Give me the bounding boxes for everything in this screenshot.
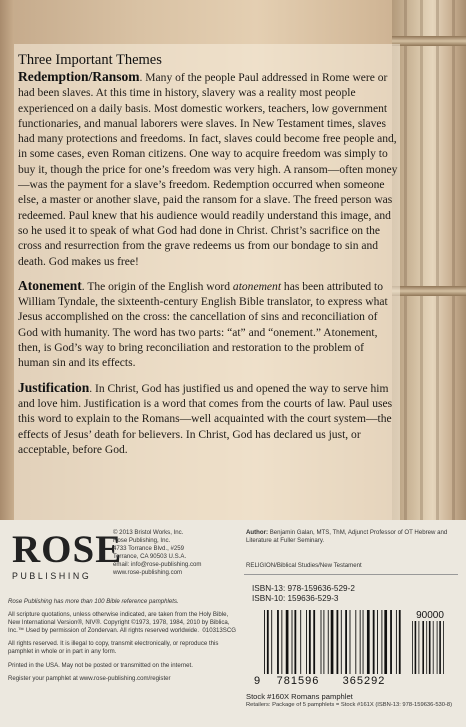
barcode-bar (294, 610, 296, 674)
tagline: Rose Publishing has more than 100 Bible reference pamphlets. (8, 598, 179, 605)
barcode-bar (360, 610, 361, 674)
divider (244, 574, 458, 575)
barcode-bar (321, 610, 322, 674)
barcode-bar (313, 610, 315, 674)
barcode-bar (337, 610, 339, 674)
barcode-bar (271, 610, 272, 674)
barcode-bar (292, 610, 293, 674)
justification-text: . In Christ, God has justified us and opened the way to serve him and love him. Justification is a word that comes from the courts of law. Paul uses this word to explain to the Romans—well acquainted with the court system—the effects of Jesus’ death for believers. In Christ, God has declared us just, or acceptable, before God. (18, 382, 393, 456)
atonement-text-a: . The origin of the English word (81, 280, 233, 293)
barcode-addon-bar (443, 621, 444, 674)
barcode-bar (345, 610, 347, 674)
barcode-bar (328, 610, 329, 674)
section-heading: Three Important Themes (18, 52, 162, 68)
pillar-flute (420, 0, 423, 520)
paragraph-atonement (18, 278, 398, 372)
barcode-bar (281, 610, 282, 674)
barcode-icon (252, 610, 452, 686)
barcode-addon-bar (429, 621, 431, 674)
isbn-10: ISBN-10: 159636-529-3 (252, 594, 339, 604)
website-link[interactable]: www.rose-publishing.com (113, 569, 183, 577)
author-text: Benjamin Galan, MTS, ThM, Adjunct Professor of OT Hebrew and Literature at Fuller Seminary. (246, 529, 448, 545)
pillar-band (392, 286, 466, 296)
barcode-group-2: 365292 (342, 675, 386, 686)
legal-notes (8, 598, 236, 688)
barcode-bar (381, 610, 382, 674)
barcode-addon-bar (419, 621, 420, 674)
copyright-line: © 2013 Bristol Works, Inc. (113, 529, 184, 536)
pillar-band (392, 36, 466, 46)
retail-note: Retailers: Package of 5 pamphlets = Stock #161X (ISBN-13: 978-159636-530-8) (246, 702, 453, 708)
subject-category: RELIGION/Biblical Studies/New Testament (246, 562, 362, 569)
barcode-bar (277, 610, 279, 674)
column-pillar (392, 0, 466, 520)
printed-notice: Printed in the USA. May not be posted or transmitted on the internet. (8, 661, 193, 669)
pillar-flute (452, 0, 455, 520)
stone-wall-left (0, 0, 14, 520)
email-link[interactable]: email: info@rose-publishing.com (113, 561, 202, 569)
themes-section (18, 52, 398, 466)
redemption-text: . Many of the people Paul addressed in Rome were or had been slaves. At this time in history, slavery was a reality most people experienced on a daily basis. Most domestic workers, teachers, low government functionaries, and manual laborers were slaves. In New Testament times, slaves had many protections and freedoms. In fact, slaves could become free people and, in some cases, even Roman citizens. One way to acquire freedom was simply to buy it, though the price for one’s freedom was very high. A ransom—often money—was the payment for a slave’s freedom. Redemption occurred when someone else, a master or another slave, paid the ransom for a slave. The freed person was redeemed. Paul knew that his audience would readily understand this image, and so he used it to speak of what God had done in Christ. Christ’s sacrifice on the cross and resurrection from the grave redeems us from our bondage to sin and death. God makes us free! (18, 72, 398, 268)
company-name: Rose Publishing, Inc. (113, 537, 171, 545)
back-cover-info (0, 520, 466, 727)
paragraph-justification (18, 380, 398, 458)
barcode-addon-bar (437, 621, 438, 674)
pillar-flute (436, 0, 439, 520)
barcode-addon-number: 90000 (416, 610, 444, 621)
isbn-13: ISBN-13: 978-159636-529-2 (252, 584, 355, 593)
publisher-address (113, 529, 233, 578)
barcode-group-1: 781596 (276, 675, 320, 686)
term-justification: Justification (18, 379, 90, 395)
barcode-addon-bar (439, 621, 441, 674)
barcode-bar (377, 610, 378, 674)
barcode-main-bars (264, 610, 401, 674)
barcode-bar (323, 610, 324, 674)
author-credit (246, 529, 458, 545)
barcode-bar (331, 610, 334, 674)
city-line: Torrance, CA 90503 U.S.A. (113, 553, 187, 561)
barcode-bar (306, 610, 307, 674)
rights-notice: All rights reserved. It is illegal to copy, transmit electronically, or reproduce this pamphlet in whole or in part in any form. (8, 640, 219, 656)
barcode-bar (286, 610, 289, 674)
barcode-bar (399, 610, 401, 674)
publisher-logo (12, 528, 123, 592)
barcode-addon-bar (415, 621, 417, 674)
barcode-lead-digit: 9 (254, 675, 261, 686)
paragraph-redemption (18, 69, 398, 270)
barcode-bar (267, 610, 269, 674)
barcode-bar (309, 610, 311, 674)
barcode-bar (341, 610, 342, 674)
barcode-bar (396, 610, 397, 674)
scripture-text: All scripture quotations, unless otherwise indicated, are taken from the Holy Bible, New International Version®, NIV®. Copyright ©1973, 1978, 1984, 2010 by Biblica, Inc.™ Used by permission of Zondervan. All rights reserved worldwide. (8, 611, 230, 635)
term-atonement: Atonement (18, 277, 82, 293)
scripture-notice (8, 611, 236, 635)
atonement-text-b: has been attributed to William Tyndale, the sixteenth-century English Bible translator, to express what Jesus accomplished on the cross: the cancellation of sins and reconciliation of God with humanity. The word has two parts: “at” and “onement.” Atonement, then, is God’s way to bring reconciliation and restoration to the problem of human sin and its effects. (18, 280, 388, 370)
term-redemption: Redemption/Ransom (18, 69, 140, 84)
stock-number: Stock #160X Romans pamphlet (246, 692, 353, 701)
print-code: 010313SCG (202, 627, 236, 635)
barcode-bar (390, 610, 392, 674)
atonement-word: atonement (232, 280, 282, 293)
barcode-addon-bars (412, 621, 444, 674)
logo-wordmark: ROSE (12, 528, 123, 571)
street-address: 4733 Torrance Blvd., #259 (113, 545, 185, 553)
barcode-addon-bar (426, 621, 427, 674)
author-label: Author: (246, 529, 268, 536)
barcode-addon-bar (412, 621, 413, 674)
barcode-bar (350, 610, 351, 674)
barcode-bar (300, 610, 301, 674)
barcode-addon-bar (433, 621, 434, 674)
register-notice[interactable]: Register your pamphlet at www.rose-publishing.com/register (8, 674, 171, 682)
barcode-bar (355, 610, 356, 674)
barcode-bar (384, 610, 387, 674)
barcode-addon-bar (422, 621, 424, 674)
barcode-bar (363, 610, 364, 674)
barcode-bar (367, 610, 370, 674)
pillar-flute (404, 0, 407, 520)
barcode-bar (264, 610, 265, 674)
logo-subtext: PUBLISHING (12, 571, 92, 581)
isbn-block (252, 584, 355, 605)
barcode-bar (373, 610, 375, 674)
